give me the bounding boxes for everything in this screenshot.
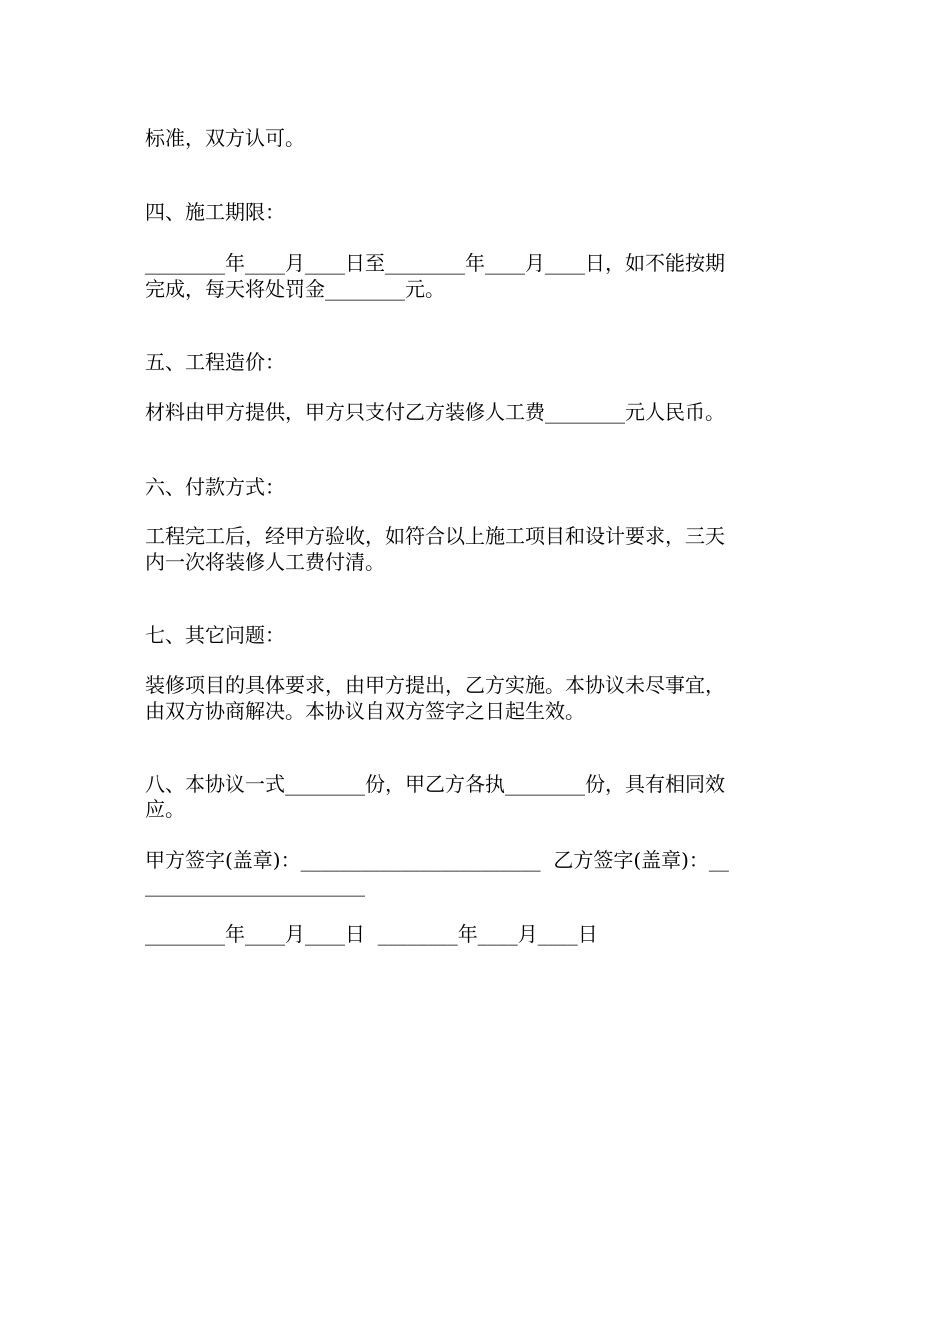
clause-text: 内一次将装修人工费付清。: [145, 550, 385, 574]
clause-text: 标准，双方认可。: [145, 126, 305, 150]
section-heading-payment-method: 六、付款方式：: [145, 475, 285, 499]
clause-text: 材料由甲方提供，甲方只支付乙方装修人工费________元人民币。: [145, 400, 725, 424]
section-heading-copies: 八、本协议一式________份，甲乙方各执________份，具有相同效: [145, 772, 725, 796]
clause-text: ________年____月____日至________年____月____日，如不能按期: [145, 251, 725, 275]
section-heading-other-issues: 七、其它问题：: [145, 623, 285, 647]
clause-text: 应。: [145, 797, 185, 821]
clause-text: 工程完工后，经甲方验收，如符合以上施工项目和设计要求，三天: [145, 524, 725, 548]
signature-line: ______________________: [145, 873, 365, 897]
signature-line: 甲方签字(盖章)：________________________ 乙方签字(盖章)：__: [145, 848, 729, 872]
clause-text: 由双方协商解决。本协议自双方签字之日起生效。: [145, 699, 585, 723]
date-line: ________年____月____日 ________年____月____日: [145, 922, 598, 946]
section-heading-project-cost: 五、工程造价：: [145, 350, 285, 374]
clause-text: 装修项目的具体要求，由甲方提出，乙方实施。本协议未尽事宜，: [145, 673, 725, 697]
clause-text: 完成，每天将处罚金________元。: [145, 277, 445, 301]
section-heading-construction-period: 四、施工期限：: [145, 200, 285, 224]
